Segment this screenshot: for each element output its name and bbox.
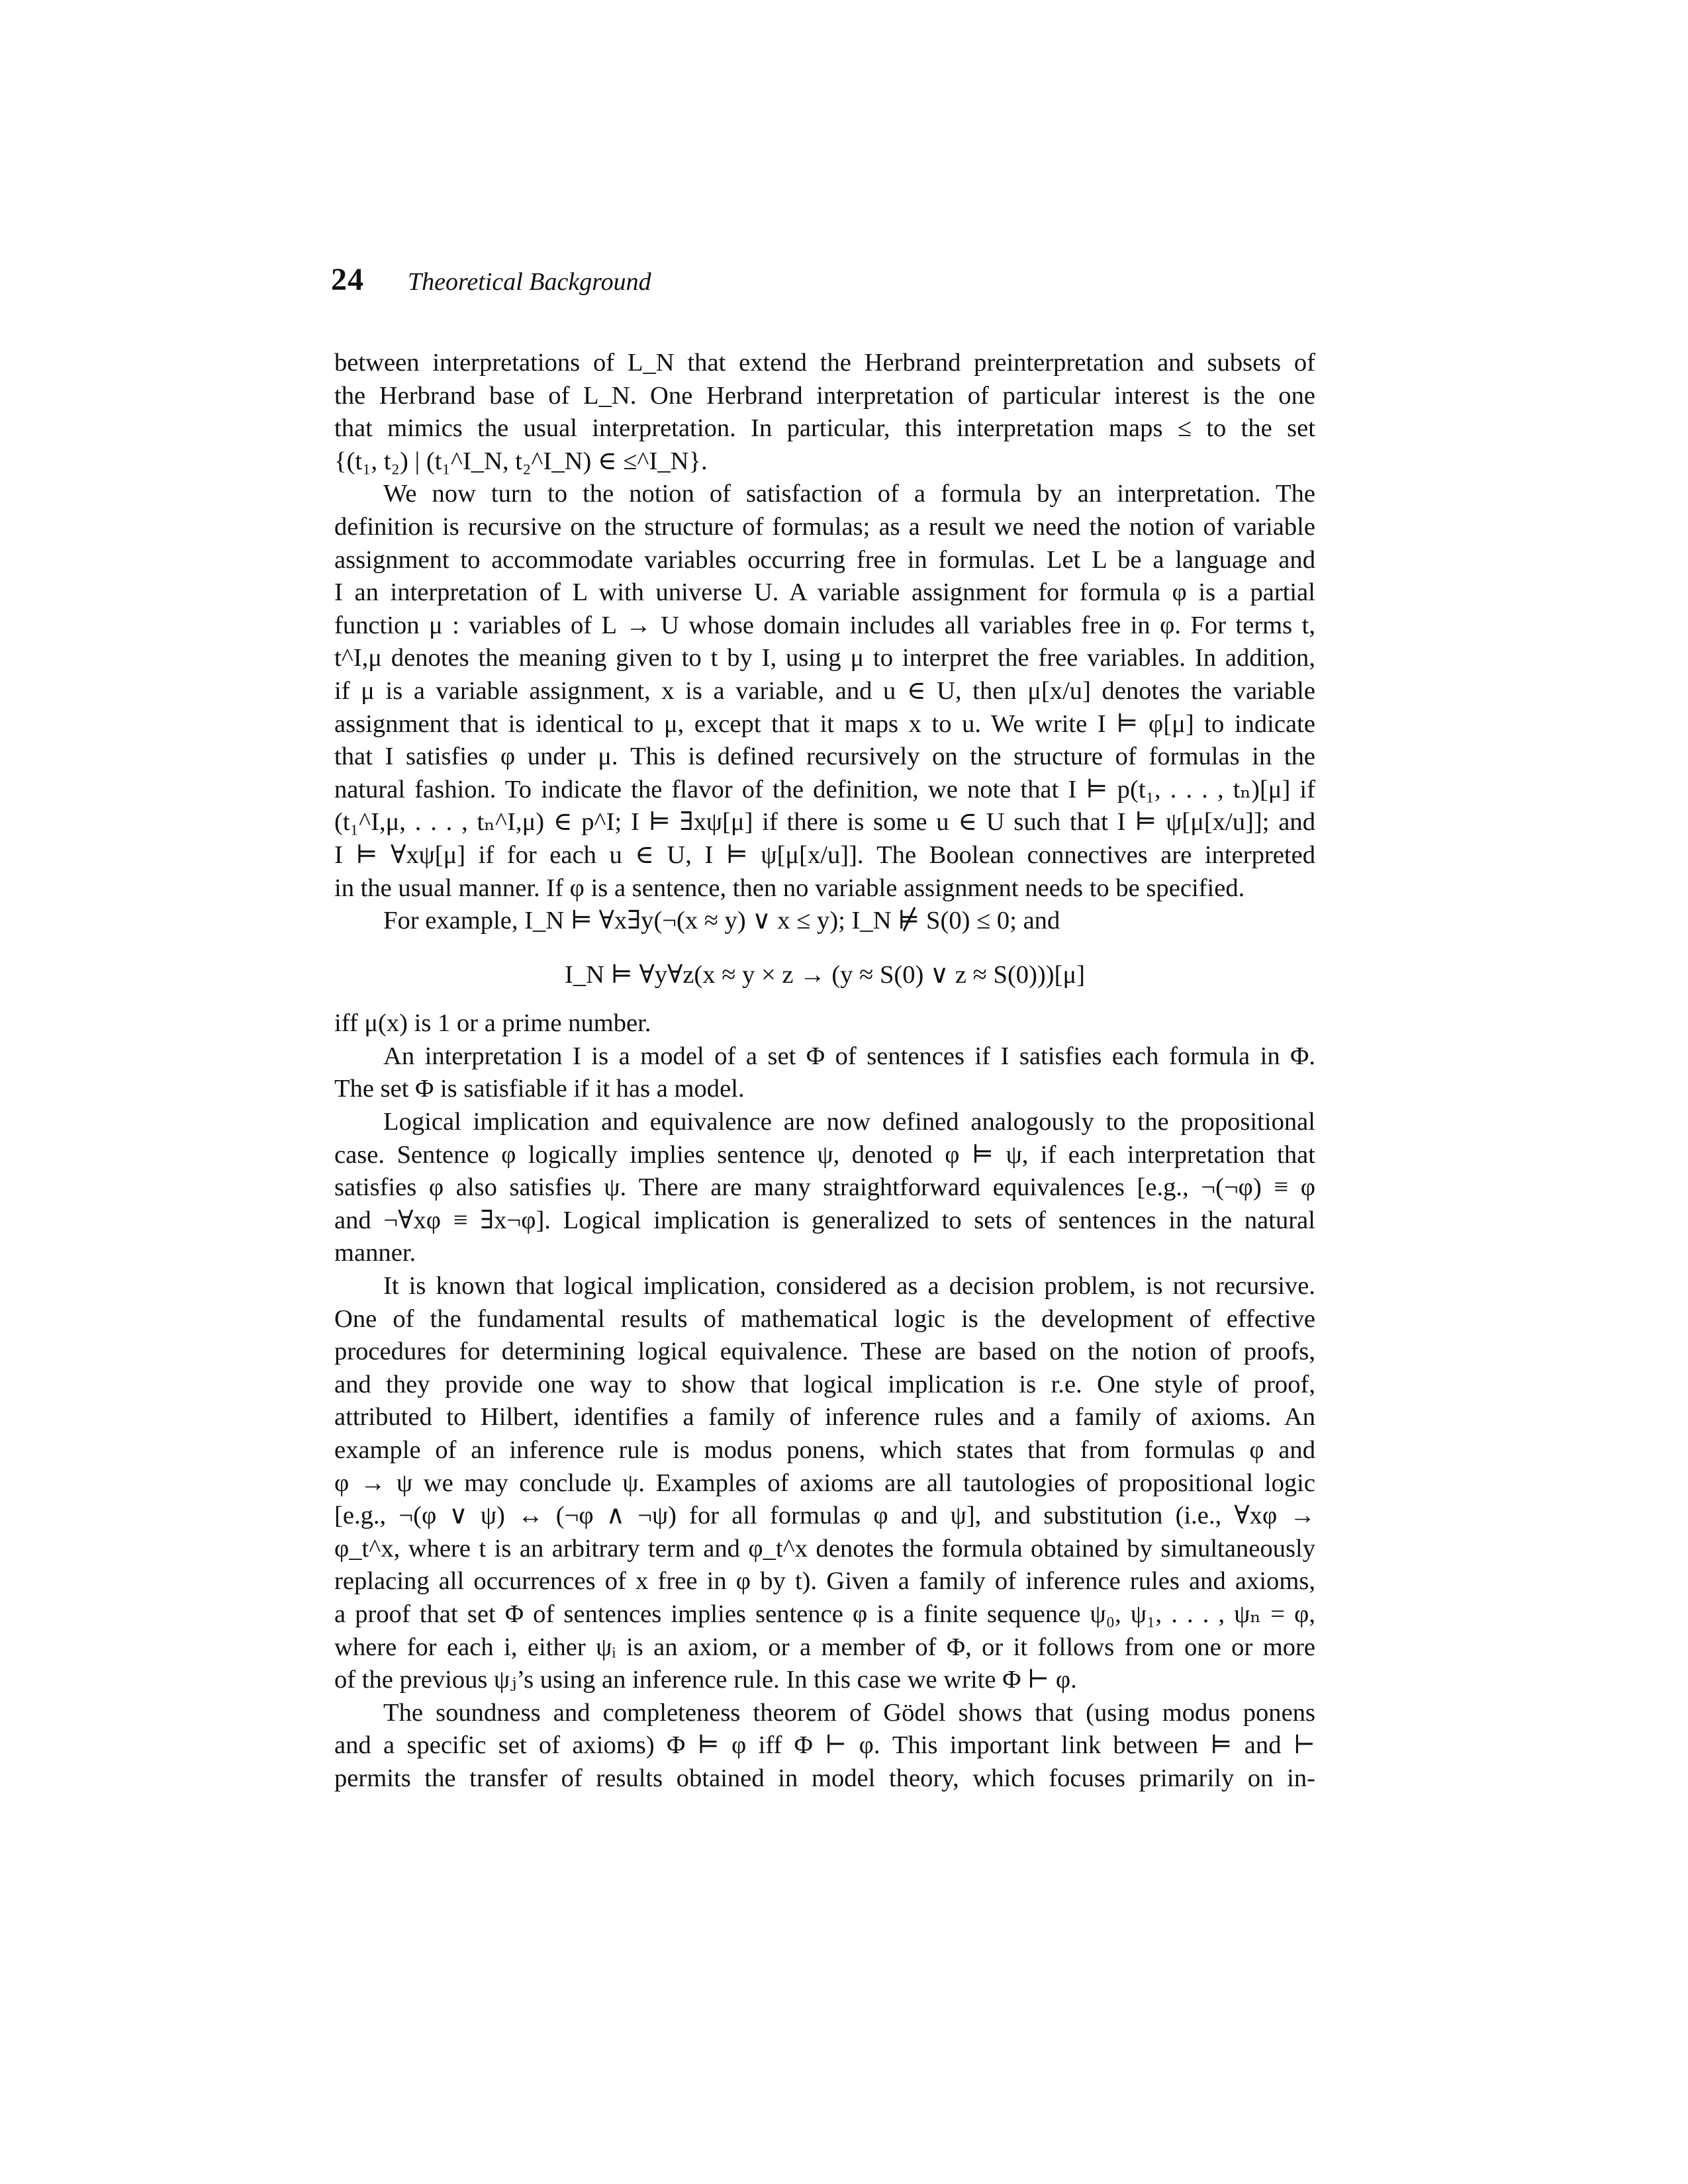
text-line: I an interpretation of L with universe U. A variable assignment for formula φ is a partial <box>334 578 1315 607</box>
text-line: if μ is a variable assignment, x is a variable, and u ∈ U, then μ[x/u] denotes the variable <box>334 676 1315 705</box>
text-line: of the previous ψⱼ’s using an inference rule. In this case we write Φ ⊢ φ. <box>334 1666 1077 1694</box>
text-line: and ¬∀xφ ≡ ∃x¬φ]. Logical implication is generalized to sets of sentences in the natural <box>334 1206 1315 1234</box>
text-line: that I satisfies φ under μ. This is defined recursively on the structure of formulas in the <box>334 743 1315 771</box>
text-line: It is known that logical implication, considered as a decision problem, is not recursive. <box>383 1272 1315 1300</box>
text-line: φ_t^x, where t is an arbitrary term and φ_t^x denotes the formula obtained by simultaneously <box>334 1534 1315 1563</box>
text-line: function μ : variables of L → U whose domain includes all variables free in φ. For terms t, <box>334 611 1315 639</box>
text-line: We now turn to the notion of satisfaction of a formula by an interpretation. The <box>383 480 1315 508</box>
text-line: assignment to accommodate variables occurring free in formulas. Let L be a language and <box>334 545 1315 574</box>
text-line: I ⊨ ∀xψ[μ] if for each u ∈ U, I ⊨ ψ[μ[x/u]]. The Boolean connectives are interpreted <box>334 841 1315 869</box>
text-line: and a specific set of axioms) Φ ⊨ φ iff Φ ⊢ φ. This important link between ⊨ and ⊢ <box>334 1731 1315 1760</box>
text-line: For example, I_N ⊨ ∀x∃y(¬(x ≈ y) ∨ x ≤ y); I_N ⊭ S(0) ≤ 0; and <box>383 907 1060 935</box>
text-line: a proof that set Φ of sentences implies sentence φ is a finite sequence ψ₀, ψ₁, . . . , ψₙ = φ, <box>334 1600 1315 1628</box>
text-line: The set Φ is satisfiable if it has a model. <box>334 1075 745 1103</box>
text-line: permits the transfer of results obtained in model theory, which focuses primarily on in- <box>334 1764 1315 1792</box>
text-line: that mimics the usual interpretation. In particular, this interpretation maps ≤ to the set <box>334 414 1315 443</box>
text-line: natural fashion. To indicate the flavor of the definition, we note that I ⊨ p(t₁, . . . , tₙ)[μ] if <box>334 775 1315 803</box>
text-line: example of an inference rule is modus ponens, which states that from formulas φ and <box>334 1436 1315 1464</box>
text-line: the Herbrand base of L_N. One Herbrand interpretation of particular interest is the one <box>334 381 1315 410</box>
text-line: [e.g., ¬(φ ∨ ψ) ↔ (¬φ ∧ ¬ψ) for all formulas φ and ψ], and substitution (i.e., ∀xφ → <box>334 1502 1315 1530</box>
text-line: {(t₁, t₂) | (t₁^I_N, t₂^I_N) ∈ ≤^I_N}. <box>334 447 708 475</box>
text-line: iff μ(x) is 1 or a prime number. <box>334 1009 651 1038</box>
display-equation: I_N ⊨ ∀y∀z(x ≈ y × z → (y ≈ S(0) ∨ z ≈ S(0)))[μ] <box>564 960 1085 989</box>
text-line: The soundness and completeness theorem of Gödel shows that (using modus ponens <box>383 1698 1315 1727</box>
running-title: Theoretical Background <box>408 268 651 296</box>
text-line: Logical implication and equivalence are now defined analogously to the propositional <box>383 1108 1315 1136</box>
text-line: replacing all occurrences of x free in φ by t). Given a family of inference rules and axioms, <box>334 1567 1315 1596</box>
page-number: 24 <box>331 262 364 297</box>
text-line: One of the fundamental results of mathematical logic is the development of effective <box>334 1304 1315 1333</box>
text-line: satisfies φ also satisfies ψ. There are many straightforward equivalences [e.g., ¬(¬φ) ≡ φ <box>334 1173 1315 1202</box>
body-text <box>334 347 1315 1796</box>
text-line: definition is recursive on the structure of formulas; as a result we need the notion of variable <box>334 512 1315 541</box>
text-line: and they provide one way to show that logical implication is r.e. One style of proof, <box>334 1370 1315 1398</box>
text-line: φ → ψ we may conclude ψ. Examples of axioms are all tautologies of propositional logic <box>334 1469 1315 1497</box>
text-line: where for each i, either ψᵢ is an axiom, or a member of Φ, or it follows from one or more <box>334 1633 1315 1661</box>
text-line: An interpretation I is a model of a set Φ of sentences if I satisfies each formula in Φ. <box>383 1042 1315 1070</box>
text-line: between interpretations of L_N that extend the Herbrand preinterpretation and subsets of <box>334 349 1315 377</box>
text-line: (t₁^I,μ, . . . , tₙ^I,μ) ∈ p^I; I ⊨ ∃xψ[μ] if there is some u ∈ U such that I ⊨ ψ[μ[x/u]]; and <box>334 808 1315 837</box>
text-line: manner. <box>334 1239 416 1267</box>
text-line: t^I,μ denotes the meaning given to t by I, using μ to interpret the free variables. In addition, <box>334 644 1315 672</box>
text-line: attributed to Hilbert, identifies a family of inference rules and a family of axioms. An <box>334 1403 1315 1432</box>
text-line: assignment that is identical to μ, except that it maps x to u. We write I ⊨ φ[μ] to indicate <box>334 709 1315 738</box>
text-line: procedures for determining logical equivalence. These are based on the notion of proofs, <box>334 1338 1315 1366</box>
running-header <box>331 261 651 298</box>
text-line: in the usual manner. If φ is a sentence, then no variable assignment needs to be specified. <box>334 874 1245 902</box>
text-line: case. Sentence φ logically implies sentence ψ, denoted φ ⊨ ψ, if each interpretation that <box>334 1140 1315 1169</box>
